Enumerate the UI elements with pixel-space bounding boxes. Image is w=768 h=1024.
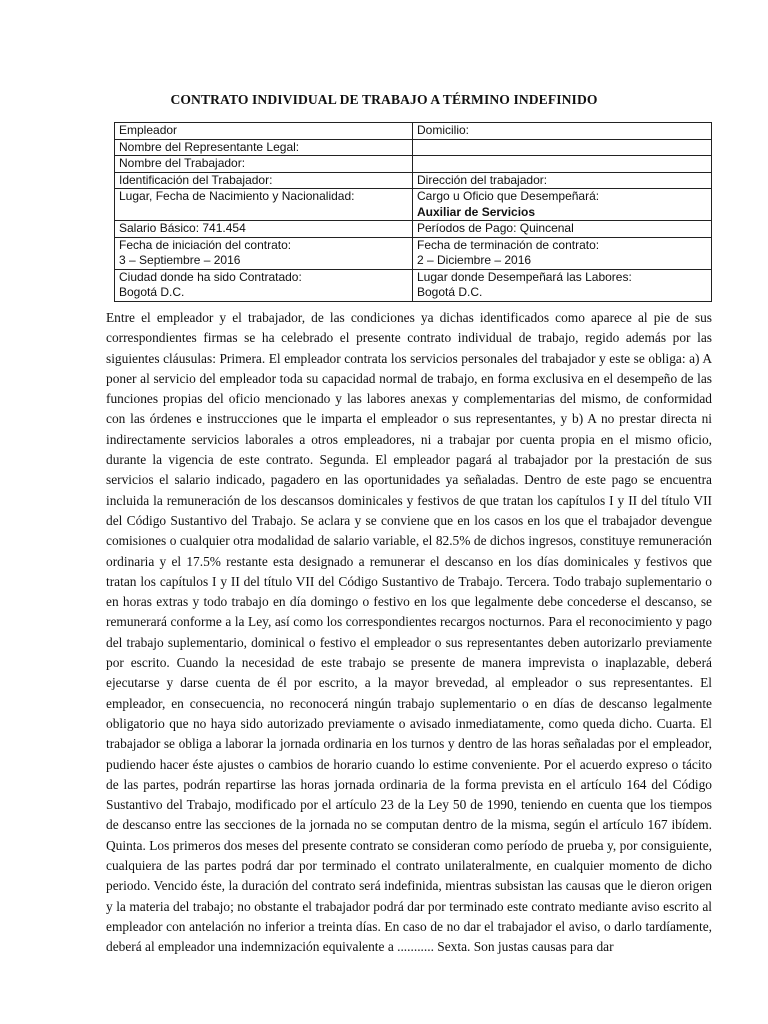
empty-cell [413, 156, 712, 173]
employer-cell: Empleador [115, 123, 413, 140]
table-row [115, 139, 712, 156]
work-location-cell: Lugar donde Desempeñará las Labores: Bogotá D.C. [413, 269, 712, 301]
hiring-city-value: Bogotá D.C. [119, 285, 185, 299]
work-location-value: Bogotá D.C. [417, 285, 483, 299]
table-row [115, 237, 712, 269]
job-position-value: Auxiliar de Servicios [417, 204, 536, 219]
start-date-cell: Fecha de iniciación del contrato: 3 – Septiembre – 2016 [115, 237, 413, 269]
table-row [115, 269, 712, 301]
table-row [115, 123, 712, 140]
table-row [115, 156, 712, 173]
end-date-value: 2 – Diciembre – 2016 [417, 253, 532, 267]
birth-info-cell: Lugar, Fecha de Nacimiento y Nacionalidad: [115, 189, 413, 221]
base-salary-cell: Salario Básico: 741.454 [115, 221, 413, 238]
job-position-cell: Cargo u Oficio que Desempeñará: Auxiliar de Servicios [413, 189, 712, 221]
worker-address-cell: Dirección del trabajador: [413, 172, 712, 189]
legal-representative-cell: Nombre del Representante Legal: [115, 139, 413, 156]
domicile-cell: Domicilio: [413, 123, 712, 140]
empty-cell [413, 139, 712, 156]
contract-info-table [114, 122, 712, 302]
contract-body-text: Entre el empleador y el trabajador, de las condiciones ya dichas identificados como aparece al pie de sus correspondientes firmas se ha celebrado el presente contrato individual de trabajo, regido además por las siguientes cláusulas: Primera. El empleador contrata los servicios personales del trabajador y este se obliga: a) A poner al servicio del empleador toda su capacidad normal de trabajo, en forma exclusiva en el desempeño de las funciones propias del oficio mencionado y las labores anexas y complementarias del mismo, de conformidad con las órdenes e instrucciones que le imparta el empleador o sus representantes, y b) A no prestar directa ni indirectamente servicios laborales a otros empleadores, ni a trabajar por cuenta propia en el mismo oficio, durante la vigencia de este contrato. Segunda. El empleador pagará al trabajador por la prestación de sus servicios el salario indicado, pagadero en las oportunidades ya señaladas. Dentro de este pago se encuentra incluida la remuneración de los descansos dominicales y festivos de que tratan los capítulos I y II del título VII del Código Sustantivo del Trabajo. Se aclara y se conviene que en los casos en los que el trabajador devengue comisiones o cualquier otra modalidad de salario variable, el 82.5% de dichos ingresos, constituye remuneración ordinaria y el 17.5% restante esta designado a remunerar el descanso en los días dominicales y festivos que tratan los capítulos I y II del título VII del Código Sustantivo de Trabajo. Tercera. Todo trabajo suplementario o en horas extras y todo trabajo en día domingo o festivo en los que legalmente debe concederse el descanso, se remunerará conforme a la Ley, así como los correspondientes recargos nocturnos. Para el reconocimiento y pago del trabajo suplementario, dominical o festivo el empleador o sus representantes deben autorizarlo previamente por escrito. Cuando la necesidad de este trabajo se presente de manera imprevista o inaplazable, deberá ejecutarse y darse cuenta de él por escrito, a la mayor brevedad, al empleador o sus representantes. El empleador, en consecuencia, no reconocerá ningún trabajo suplementario o en días de descanso legalmente obligatorio que no haya sido autorizado previamente o avisado inmediatamente, como queda dicho. Cuarta. El trabajador se obliga a laborar la jornada ordinaria en los turnos y dentro de las horas señaladas por el empleador, pudiendo hacer éste ajustes o cambios de horario cuando lo estime conveniente. Por el acuerdo expreso o tácito de las partes, podrán repartirse las horas jornada ordinaria de la forma prevista en el artículo 164 del Código Sustantivo del Trabajo, modificado por el artículo 23 de la Ley 50 de 1990, teniendo en cuenta que los tiempos de descanso entre las secciones de la jornada no se computan dentro de la misma, según el artículo 167 ibídem. Quinta. Los primeros dos meses del presente contrato se consideran como período de prueba y, por consiguiente, cualquiera de las partes podrá dar por terminado el contrato unilateralmente, en cualquier momento de dicho periodo. Vencido éste, la duración del contrato será indefinida, mientras subsistan las causas que le dieron origen y la materia del trabajo; no obstante el trabajador podrá dar por terminado este contrato mediante aviso escrito al empleador con antelación no inferior a treinta días. En caso de no dar el trabajador el aviso, o darlo tardíamente, deberá al empleador una indemnización equivalente a ........... Sexta. Son justas causas para dar [106, 310, 712, 955]
worker-name-cell: Nombre del Trabajador: [115, 156, 413, 173]
table-row [115, 221, 712, 238]
table-row [115, 189, 712, 221]
end-date-cell: Fecha de terminación de contrato: 2 – Diciembre – 2016 [413, 237, 712, 269]
hiring-city-cell: Ciudad donde ha sido Contratado: Bogotá D.C. [115, 269, 413, 301]
pay-periods-cell: Períodos de Pago: Quincenal [413, 221, 712, 238]
start-date-value: 3 – Septiembre – 2016 [119, 253, 241, 267]
table-row [115, 172, 712, 189]
document-title: CONTRATO INDIVIDUAL DE TRABAJO A TÉRMINO INDEFINIDO [170, 92, 598, 107]
worker-id-cell: Identificación del Trabajador: [115, 172, 413, 189]
